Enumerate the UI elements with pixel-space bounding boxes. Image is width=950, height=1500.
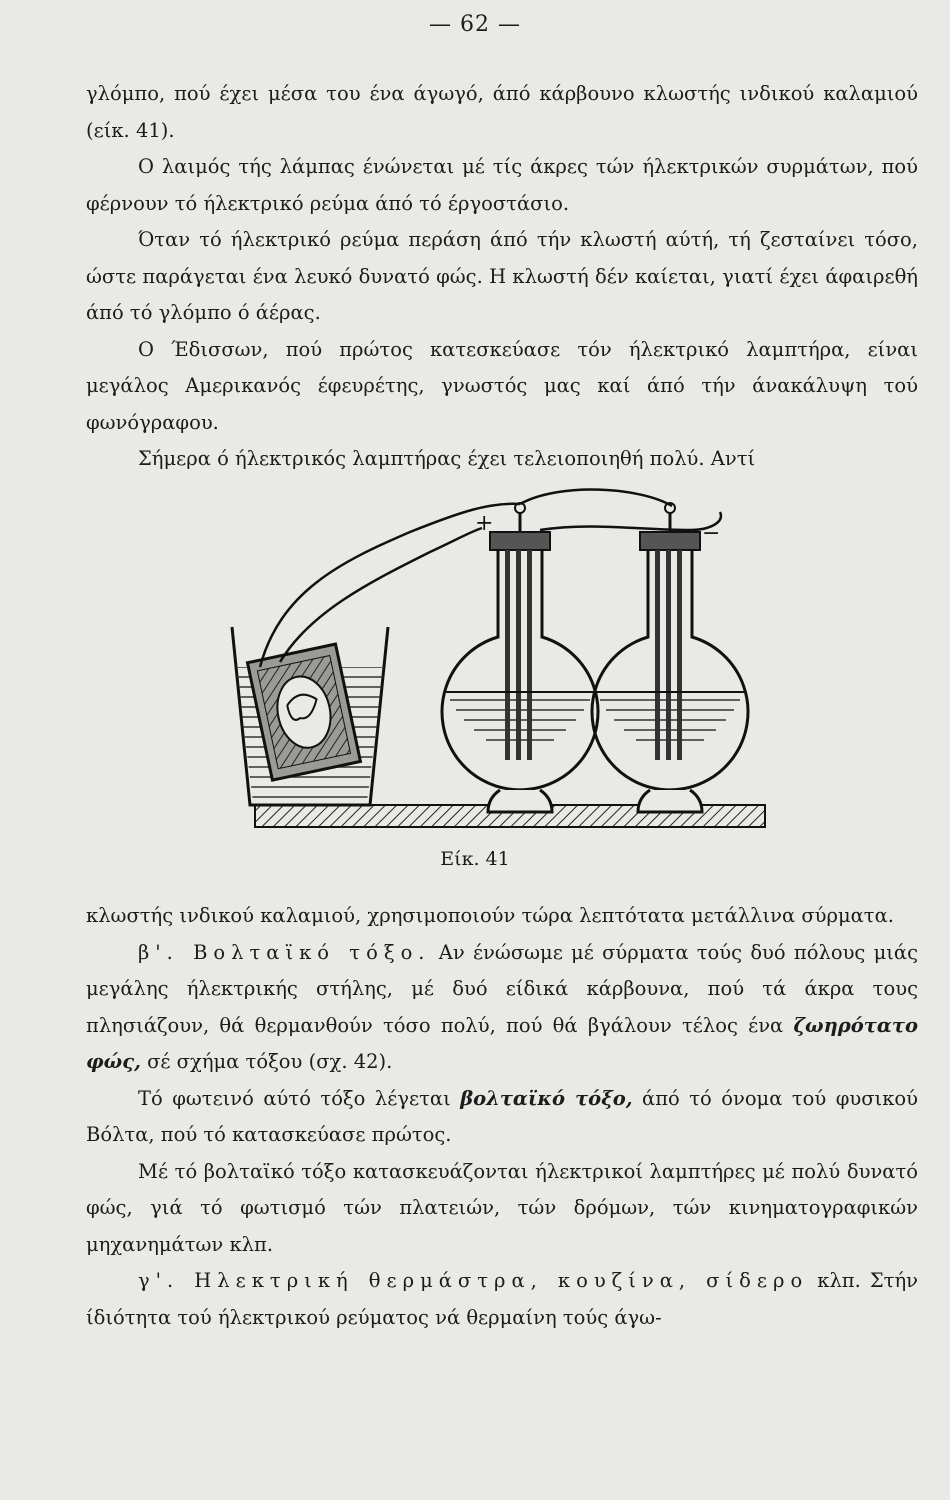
paragraph: Ο Έδισσων, πού πρώτος κατεσκεύασε τόν ήλεκτρικό λαμπτήρα, είναι μεγάλος Αμερικανός έφευρέτης, γνωστός μας καί άπό τήν άνακάλυψη τού φωνόγραφου. [86,337,918,434]
paragraph-heater [86,1263,918,1336]
paragraph: Σήμερα ό ήλεκτρικός λαμπτήρας έχει τελειοποιηθή πολύ. Αντί [138,447,756,470]
paragraph-text: Τό φωτεινό αύτό τόξο λέγεται [138,1086,461,1110]
section-heading: β'. Βολταϊκό τόξο. [138,940,431,964]
flask-right [592,503,748,812]
minus-sign: − [702,521,721,546]
paragraph: Όταν τό ήλεκτρικό ρεύμα περάση άπό τήν κλωστή αύτή, τή ζεσταίνει τόσο, ώστε παράγεται ένα λευκό δυνατό φώς. Η κλωστή δέν καίεται, γιατί έχει άφαιρεθή άπό τό γλόμπο ό άέρας. [86,228,918,324]
battery-illustration [220,472,780,840]
paragraph-text: κλπ. Στήν ίδιότητα τού ήλεκτρικού ρεύματος νά θερμαίνη τούς άγω- [86,1269,918,1329]
top-text [86,76,918,478]
page-number: — 62 — [429,12,521,37]
paragraph-text: άπό τό όνομα τού φυσικού Βόλτα, πού τό κατασκεύασε πρώτος. [86,1086,918,1146]
paragraph-text: Αν ένώσωμε μέ σύρματα τούς δυό πόλους μιάς μεγάλης ήλεκτρικής στήλης, μέ δυό είδικά κάρβουνα, πού τά άκρα τους πλησιάζουν, θά θερμανθούν τόσο πολύ, πού θά βγάλουν τέλος ένα [86,940,918,1037]
plus-sign: + [475,511,494,536]
emphasis: ζωηρότατο φώς, [86,1013,918,1073]
paragraph: Μέ τό βολταϊκό τόξο κατασκευάζονται ήλεκτρικοί λαμπτήρες μέ πολύ δυνατό φώς, γιά τό φωτισμό τών πλατειών, τών δρόμων, τών κινηματογραφικών μηχανημάτων κλπ. [86,1159,918,1256]
beaker [232,627,388,805]
bottom-text [86,898,918,1336]
paragraph: κλωστής ινδικού καλαμιού, χρησιμοποιούν τώρα λεπτότατα μετάλλινα σύρματα. [86,904,894,927]
figure-caption: Είκ. 41 [440,848,510,870]
wire [540,512,721,530]
paragraph: γλόμπο, πού έχει μέσα του ένα άγωγό, άπό κάρβουνο κλωστής ινδικού καλαμιού (είκ. 41). [86,82,918,142]
flask-left [442,503,598,812]
paragraph: Ο λαιμός τής λάμπας ένώνεται μέ τίς άκρες τών ήλεκτρικών συρμάτων, πού φέρνουν τό ήλεκτρικό ρεύμα άπό τό έργοστάσιο. [86,155,918,215]
section-heading: γ'. Ηλεκτρική θερμάστρα, κουζίνα, σίδερο [138,1269,809,1292]
paragraph-arc-name [86,1081,918,1154]
paragraph-voltaic-arc [86,935,918,1081]
figure-illustration [220,472,780,840]
wire [520,490,672,506]
wire [280,528,482,662]
paragraph-text: σέ σχήμα τόξου (σχ. 42). [140,1050,393,1073]
emphasis: βολταϊκό τόξο, [460,1086,633,1110]
